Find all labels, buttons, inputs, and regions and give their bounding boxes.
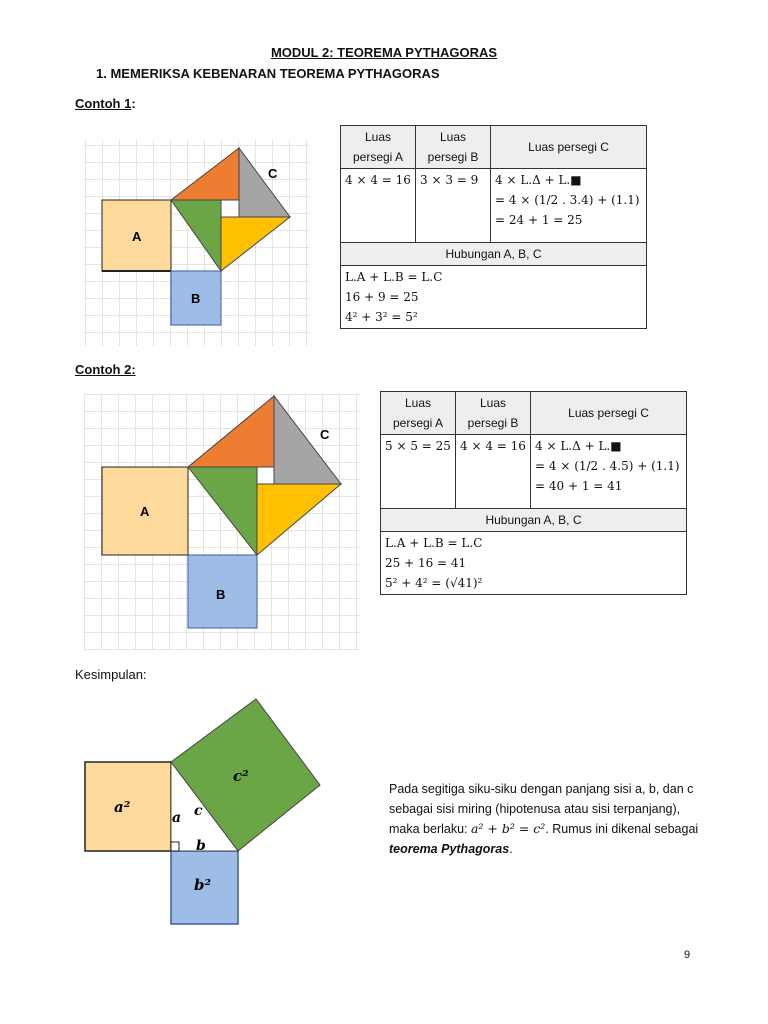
label-a: A	[132, 229, 142, 244]
label-c: C	[268, 166, 278, 181]
header-luas-a: Luas persegi A	[341, 126, 416, 169]
value-a: 4 × 4 = 16	[341, 169, 416, 243]
value-a: 5 × 5 = 25	[381, 435, 456, 509]
label-a2: a²	[114, 798, 131, 816]
conclusion-paragraph	[389, 779, 699, 859]
header-luas-a: Luas persegi A	[381, 392, 456, 435]
conclusion-text-1: Pada segitiga siku-siku dengan panjang sisi a, b, dan c sebagai sisi miring (hipotenusa atau sisi terpanjang), maka berlaku:	[389, 782, 694, 836]
header-luas-c: Luas persegi C	[491, 126, 647, 169]
example1-table	[340, 125, 647, 329]
example2-label: Contoh 2:	[75, 362, 136, 377]
relation-header: Hubungan A, B, C	[341, 243, 647, 266]
header-luas-c: Luas persegi C	[531, 392, 687, 435]
relation-line1: L.A + L.B = L.C	[345, 270, 443, 284]
conclusion-figure	[80, 694, 325, 930]
value-c-line1: 4 × L.Δ + L.■	[535, 439, 622, 453]
conclusion-label: Kesimpulan:	[75, 667, 147, 682]
conclusion-term: teorema Pythagoras	[389, 842, 510, 856]
conclusion-text-2: . Rumus ini dikenal sebagai	[545, 822, 699, 836]
value-c-line3: = 24 + 1 = 25	[495, 213, 583, 227]
value-b: 3 × 3 = 9	[416, 169, 491, 243]
label-b: B	[191, 291, 201, 306]
relation-line3: 5² + 4² = (√41)²	[385, 576, 483, 590]
conclusion-formula: a² + b² = c²	[470, 821, 546, 836]
value-b: 4 × 4 = 16	[456, 435, 531, 509]
value-c-cell	[491, 169, 647, 243]
value-c-line3: = 40 + 1 = 41	[535, 479, 623, 493]
example2-table	[380, 391, 687, 595]
module-title: MODUL 2: TEOREMA PYTHAGORAS	[270, 45, 498, 60]
center-square	[221, 200, 239, 217]
label-c2: c²	[233, 767, 249, 785]
header-luas-b: Luas persegi B	[456, 392, 531, 435]
example2-figure	[84, 394, 360, 650]
value-c-line1: 4 × L.Δ + L.■	[495, 173, 582, 187]
example1-figure	[84, 140, 310, 346]
label-b: B	[216, 587, 226, 602]
value-c-line2: = 4 × (1/2 . 4.5) + (1.1)	[535, 459, 680, 473]
label-side-c: c	[194, 803, 203, 819]
relation-header: Hubungan A, B, C	[381, 509, 687, 532]
value-c-cell	[531, 435, 687, 509]
section-heading: 1. MEMERIKSA KEBENARAN TEOREMA PYTHAGORAS	[96, 66, 440, 81]
relation-line1: L.A + L.B = L.C	[385, 536, 483, 550]
label-side-a: a	[172, 810, 182, 826]
value-c-line2: = 4 × (1/2 . 3.4) + (1.1)	[495, 193, 640, 207]
relation-cell	[341, 266, 647, 329]
relation-line3: 4² + 3² = 5²	[345, 310, 418, 324]
header-luas-b: Luas persegi B	[416, 126, 491, 169]
example1-label	[75, 96, 136, 111]
label-a: A	[140, 504, 150, 519]
label-b2: b²	[194, 876, 212, 894]
relation-line2: 16 + 9 = 25	[345, 290, 419, 304]
example1-label-text: Contoh 1	[75, 96, 132, 111]
conclusion-text-3: .	[509, 842, 513, 856]
example1-label-colon: :	[131, 96, 136, 111]
center-square	[257, 467, 274, 484]
page-number: 9	[684, 949, 691, 961]
relation-line2: 25 + 16 = 41	[385, 556, 467, 570]
label-side-b: b	[196, 838, 206, 854]
relation-cell	[381, 532, 687, 595]
label-c: C	[320, 427, 330, 442]
